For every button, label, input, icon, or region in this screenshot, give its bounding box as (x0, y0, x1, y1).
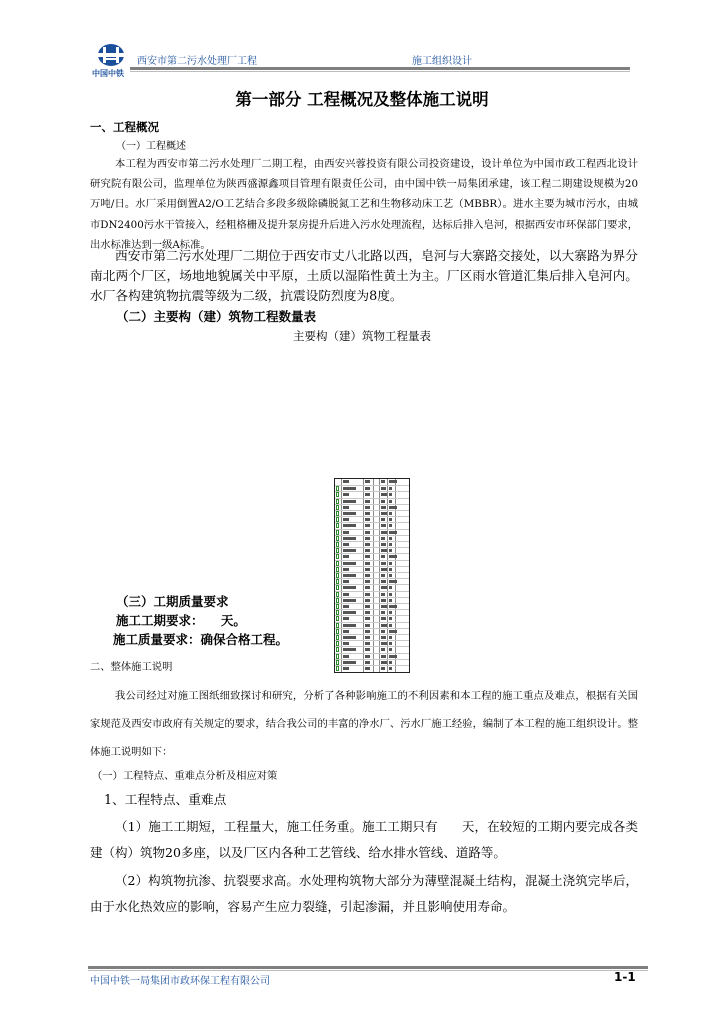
table-cell-text (381, 493, 387, 496)
table-cell-text (365, 648, 370, 651)
table-cell-text (381, 562, 386, 565)
features-heading: 1、工程特点、重难点 (104, 792, 227, 807)
table-cell-text (343, 655, 349, 658)
table-cell-text (365, 524, 370, 527)
table-cell-text (365, 512, 370, 515)
table-row (335, 665, 409, 672)
table-cell-text (381, 605, 387, 608)
table-cell-text (381, 568, 387, 571)
header-doc-type: 施工组织设计 (412, 56, 472, 67)
table-cell-text (365, 636, 370, 639)
table-cell-text (389, 667, 392, 670)
feature-point-2: （2）构筑物抗渗、抗裂要求高。水处理构筑物大部分为薄壁混凝土结构，混凝土浇筑完毕后，由于水化热效应的影响，容易产生应力裂缝，引起渗漏，并且影响使用寿命。 (90, 873, 638, 914)
table-cell-text (365, 580, 370, 583)
table-cell-text (389, 636, 392, 639)
table-cell-text (381, 524, 386, 527)
table-cell-text (343, 555, 349, 558)
table-cell-text (381, 599, 386, 602)
table-cell-text (343, 661, 356, 664)
table-cell-text (381, 531, 387, 534)
page-number: 1-1 (614, 970, 636, 984)
table-cell-text (343, 642, 349, 645)
table-cell-text (389, 543, 392, 546)
table-cell-text (365, 593, 370, 596)
table-cell-text (389, 661, 392, 664)
table-cell-text (389, 562, 392, 565)
table-cell-text (343, 524, 356, 527)
table-cell-text (365, 624, 370, 627)
table-cell-text (365, 480, 370, 483)
table-cell-text (389, 574, 392, 577)
feature-point-1: （1）施工工期短，工程量大，施工任务重。施工工期只有 天，在较短的工期内要完成各类建（构）筑物20多座，以及厂区内各种工艺管线、给水排水管线、道路等。 (90, 819, 638, 860)
table-cell-text (365, 661, 370, 664)
logo-text: 中国中铁 (92, 69, 124, 78)
table-cell-text (365, 518, 370, 521)
quality-requirement: 施工质量要求：确保合格工程。 (113, 632, 289, 647)
table-cell-text (343, 549, 356, 552)
table-cell-text (343, 599, 356, 602)
table-cell-text (389, 642, 392, 645)
table-cell-text (381, 636, 386, 639)
table-cell-text (381, 593, 385, 596)
table-cell-text (365, 586, 370, 589)
section-1-sub-3: （三）工期质量要求 (116, 594, 229, 609)
table-cell-text (389, 493, 392, 496)
table-cell-text (343, 512, 356, 515)
location-paragraph: 西安市第二污水处理厂二期位于西安市丈八北路以西，皂河与大寨路交接处，以大寨路为界分南北两个厂区，场地地貌属关中平原，土质以湿陷性黄土为主。厂区雨水管道汇集后排入皂河内。 水厂各构建筑物抗震等级为二级，抗震设防烈度为8度。 (90, 248, 638, 303)
table-cell-text (381, 661, 387, 664)
table-cell-text (389, 617, 392, 620)
table-cell-text (343, 480, 349, 483)
table-cell-text (381, 611, 385, 614)
table-cell-text (389, 506, 397, 509)
table-cell-text (343, 562, 356, 565)
table-cell-text (365, 667, 370, 670)
table-cell-text (389, 512, 392, 515)
table-cell-text (389, 648, 392, 651)
table-cell-text (343, 667, 349, 670)
table-cell-text (343, 630, 349, 633)
table-cell-text (343, 487, 356, 490)
table-cell-text (381, 655, 386, 658)
table-cell-text (389, 518, 392, 521)
table-cell-text (381, 500, 385, 503)
table-cell-text (389, 599, 392, 602)
table-cell-text (343, 537, 356, 540)
table-cell-text (365, 549, 370, 552)
table-cell-text (381, 480, 385, 483)
header-divider-thin (130, 71, 630, 72)
table-cell-text (381, 506, 386, 509)
table-cell-text (381, 549, 387, 552)
table-cell-text (381, 630, 385, 633)
row-marker-icon (336, 666, 339, 671)
footer-divider (88, 966, 648, 969)
table-cell-text (389, 555, 397, 558)
table-cell-text (365, 599, 370, 602)
table-cell-text (381, 624, 387, 627)
table-cell-text (389, 524, 392, 527)
table-cell-text (343, 624, 356, 627)
table-cell-text (381, 574, 385, 577)
table-cell-text (389, 586, 392, 589)
table-cell-text (343, 506, 349, 509)
table-cell-text (381, 586, 387, 589)
table-cell-text (389, 605, 397, 608)
table-cell-text (389, 580, 397, 583)
table-cell-text (365, 605, 370, 608)
table-cell-text (343, 543, 349, 546)
table-cell-text (381, 642, 387, 645)
footer-divider-thin (88, 970, 648, 971)
footer-company: 中国中铁一局集团市政环保工程有限公司 (90, 976, 270, 987)
table-cell-text (389, 611, 392, 614)
table-cell-text (365, 574, 370, 577)
table-cell-text (381, 580, 386, 583)
table-cell-text (381, 543, 386, 546)
table-cell-text (389, 531, 397, 534)
table-cell-text (381, 617, 386, 620)
header-divider (130, 67, 630, 70)
table-cell-text (343, 568, 349, 571)
quantity-table-thumbnail (334, 478, 410, 673)
table-cell-text (365, 611, 370, 614)
section-2-heading: 二、整体施工说明 (90, 661, 173, 673)
table-cell-text (381, 487, 386, 490)
table-cell-text (365, 487, 370, 490)
table-cell-text (343, 518, 349, 521)
table-cell-text (381, 518, 385, 521)
section-1-sub-2: （二）主要构（建）筑物工程数量表 (116, 309, 317, 324)
table-cell-text (343, 500, 356, 503)
section-1-heading: 一、工程概况 (90, 120, 159, 134)
table-cell-text (343, 611, 356, 614)
construction-description-paragraph: 我公司经过对施工图纸细致探讨和研究，分析了各种影响施工的不利因素和本工程的施工重点及难点，根据有关国家规范及西安市政府有关规定的要求，结合我公司的丰富的净水厂、污水厂施工经验，编制了本工程的施工组织设计。整体施工说明如下： (90, 690, 638, 758)
table-cell-text (365, 630, 370, 633)
page-title: 第一部分 工程概况及整体施工说明 (235, 90, 489, 109)
table-cell-text (343, 636, 356, 639)
table-cell-text (365, 655, 370, 658)
table-cell-text (389, 624, 392, 627)
table-cell-text (389, 593, 392, 596)
table-cell-text (365, 543, 370, 546)
table-cell-text (365, 531, 370, 534)
table-cell-text (365, 500, 370, 503)
overview-paragraph: 本工程为西安市第二污水处理厂二期工程，由西安兴蓉投资有限公司投资建设，设计单位为中国市政工程西北设计研究院有限公司，监理单位为陕西盛源鑫项目管理有限责任公司，由中国中铁一局集团承建，该工程二期建设规模为20万吨/日。水厂采用倒置A2/O工艺结合多段多级除磷脱氮工艺和生物移动床工艺（MBBR）。进水主要为城市污水，由城市DN2400污水干管接入，经粗格栅及提升泵房提升后进入污水处理流程，达标后排入皂河，根据西安市环保部门要求，出水标准达到一级A标准。 (90, 158, 639, 251)
table-cell-text (365, 568, 370, 571)
table-cell-text (365, 555, 370, 558)
table-cell-text (389, 487, 392, 490)
header-project-name: 西安市第二污水处理厂工程 (137, 56, 257, 67)
table-cell-text (389, 549, 392, 552)
table-cell-text (343, 493, 349, 496)
table-caption: 主要构（建）筑物工程量表 (293, 329, 431, 343)
table-cell-text (343, 593, 349, 596)
section-1-sub-1: （一）工程概述 (116, 141, 186, 152)
table-cell-text (343, 531, 349, 534)
table-cell-text (343, 580, 349, 583)
table-cell-text (343, 586, 356, 589)
table-cell-text (381, 555, 385, 558)
table-cell-text (343, 574, 356, 577)
schedule-requirement: 施工工期要求： 天。 (116, 613, 246, 628)
section-2-sub-1: （一）工程特点、重难点分析及相应对策 (92, 770, 278, 782)
table-cell-text (381, 648, 385, 651)
table-cell-text (365, 537, 370, 540)
table-cell-text (389, 480, 397, 483)
table-cell-text (389, 500, 392, 503)
table-row (335, 479, 409, 485)
table-cell-text (389, 655, 397, 658)
table-cell-text (389, 568, 392, 571)
table-cell-text (381, 537, 385, 540)
table-cell-text (365, 642, 370, 645)
table-cell-text (343, 648, 356, 651)
table-cell-text (343, 617, 349, 620)
table-cell-text (389, 537, 392, 540)
table-cell-text (365, 562, 370, 565)
table-cell-text (365, 506, 370, 509)
table-cell-text (389, 630, 397, 633)
table-cell-text (343, 605, 349, 608)
table-cell-text (381, 667, 385, 670)
table-cell-text (365, 617, 370, 620)
table-cell-text (381, 512, 387, 515)
table-cell-text (365, 493, 370, 496)
